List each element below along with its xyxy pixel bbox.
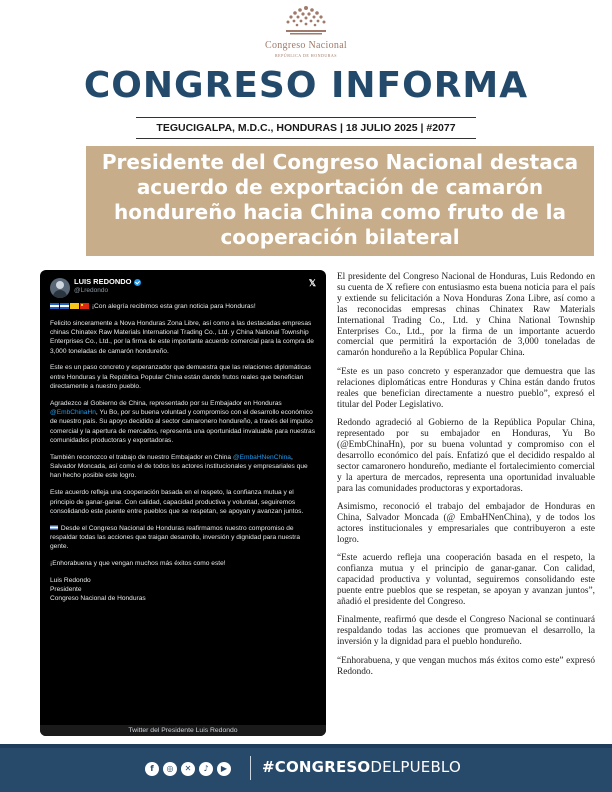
tweet-handle: @Lredondo	[74, 287, 109, 294]
tweet-paragraph: ¡Con alegría recibimos esta gran noticia para Honduras!	[50, 302, 318, 311]
article-paragraph: “Este es un paso concreto y esperanzador que demuestra que las relaciones diplomáticas entre Honduras y China están dando frutos reales que benefician directamente a nuestro pueblo”, expresó el titular del Poder Legislativo.	[337, 366, 595, 410]
honduras-flag-icon	[50, 525, 58, 530]
tweet-paragraph: Agradezco al Gobierno de China, representado por su Embajador en Honduras @EmbChinaHn, Yu Bo, por su buena voluntad y compromiso con el desarrollo económico de nuestro país. Su apoyo decidido al sector camaronero hondureño, a través del impulso comercial y la apertura de mercados, representa una oportunidad invaluable para nuestras comunidades productoras y exportadoras.	[50, 399, 316, 445]
tweet-signature: Luis Redondo	[50, 576, 91, 584]
handshake-icon	[70, 303, 79, 309]
mention-link[interactable]: @EmbChinaHn	[50, 409, 96, 417]
honduras-flag-icon	[60, 303, 69, 309]
divider	[136, 117, 476, 118]
hashtag: #CONGRESODELPUEBLO	[262, 758, 461, 776]
congress-logo	[0, 0, 612, 62]
footer	[0, 744, 612, 792]
article-paragraph: Finalmente, reafirmó que desde el Congreso Nacional se continuará respaldando todas las acciones que promuevan el desarrollo, la inversión y la dignidad para el pueblo hondureño.	[337, 615, 595, 648]
tweet-caption: Twitter del Presidente Luis Redondo	[40, 725, 326, 736]
tweet-paragraph: Felicito sinceramente a Nova Honduras Zona Libre, así como a las destacadas empresas chinas Chinatex Raw Materials International Trading Co., Ltd. y China National Township Enterprises Co., Ltd., por la firma de este importante acuerdo comercial para la compra de 3,000 toneladas de camarón hondureño.	[50, 319, 314, 355]
divider	[136, 138, 476, 139]
footer-divider	[250, 756, 251, 780]
tiktok-icon[interactable]: ♪	[199, 762, 213, 776]
x-icon[interactable]: ✕	[181, 762, 195, 776]
congress-seal-icon	[276, 2, 336, 40]
facebook-icon[interactable]: f	[145, 762, 159, 776]
article-paragraph: El presidente del Congreso Nacional de Honduras, Luis Redondo en su cuenta de X refiere con entusiasmo esta buena noticia para el país y extiende su felicitación a Nova Honduras Zona Libre, así como a las reconocidas empresas chinas Chinatex Raw Materials International Trading Co., Ltd. y China National Township Enterprises Co., Ltd., por la firma de un importante acuerdo comercial que permitirá la exportación de 3,000 toneladas de camarón hondureño a la República Popular China.	[337, 272, 595, 359]
tweet-paragraph: Este es un paso concreto y esperanzador que demuestra que las relaciones diplomáticas entre Honduras y la República Popular China están dando frutos reales que benefician directamente a nuestro pueblo.	[50, 364, 311, 391]
logo-subtitle: REPÚBLICA DE HONDURAS	[274, 53, 338, 58]
article-paragraph: Asimismo, reconoció el trabajo del embajador de Honduras en China, Salvador Moncada (@ EmbaHNenChina), y de todos los actores institucionales y empresariales que contribuyeron a este logro.	[337, 502, 595, 545]
headline: Presidente del Congreso Nacional destaca acuerdo de exportación de camarón hondureño hacia China como fruto de la cooperación bilateral	[101, 150, 579, 249]
china-flag-icon	[80, 303, 89, 309]
mention-link[interactable]: @EmbaHNenChina	[232, 453, 291, 461]
article-paragraph: “Este acuerdo refleja una cooperación basada en el respeto, la confianza mutua y el principio de ganar-ganar. Con calidad, capacidad productiva y voluntad, seguiremos consolidando este puente entre pueblos que se respetan, se apoyan y avanzan juntos”, añadió el presidente del Congreso.	[337, 553, 595, 607]
youtube-icon[interactable]: ▶	[217, 762, 231, 776]
tweet-paragraph: ¡Enhorabuena y que vengan muchos más éxitos como este!	[50, 560, 226, 568]
tweet-card	[40, 270, 326, 736]
article-paragraph: Redondo agradeció al Gobierno de la República Popular China, representado por su embajador en Honduras, Yu Bo (@EmbChinaHn), por su buena voluntad y compromiso con el desarrollo económico del país. Enfatizó que el decidido respaldo al sector camaronero hondureño, mediante el fortalecimiento comercial y la apertura de mercados, representa una oportunidad invaluable para las comunidades productoras y exportadoras.	[337, 418, 595, 494]
article-body	[337, 272, 595, 685]
tweet-paragraph: Este acuerdo refleja una cooperación basada en el respeto, la confianza mutua y el principio de ganar-ganar. Con calidad, capacidad productiva y voluntad, seguiremos consolidando este puente entre pueblos que se respetan, se apoyan y avanzan juntos.	[50, 489, 304, 515]
verified-badge-icon	[134, 279, 141, 286]
x-logo-icon: 𝕏	[308, 278, 316, 288]
masthead-title: CONGRESO INFORMA	[83, 65, 529, 106]
instagram-icon[interactable]: ◎	[163, 762, 177, 776]
tweet-signature: Presidente	[50, 586, 82, 594]
avatar	[50, 278, 70, 298]
logo-name: Congreso Nacional	[264, 40, 348, 51]
honduras-flag-icon	[50, 303, 59, 309]
dateline: TEGUCIGALPA, M.D.C., HONDURAS | 18 JULIO 2025 | #2077	[156, 122, 456, 134]
tweet-body	[50, 302, 318, 604]
article-paragraph: “Enhorabuena, y que vengan muchos más éxitos como este” expresó Redondo.	[337, 655, 595, 677]
tweet-paragraph: Desde el Congreso Nacional de Honduras reafirmamos nuestro compromiso de respaldar todas las acciones que traigan desarrollo, inversión y dignidad para nuestra gente.	[50, 524, 300, 551]
tweet-author: LUIS REDONDO	[74, 277, 141, 286]
tweet-paragraph: También reconozco el trabajo de nuestro Embajador en China @EmbaHNenChina, Salvador Moncada, así como el de todos los actores institucionales y empresariales que han hecho posible este logro.	[50, 453, 308, 480]
tweet-signature: Congreso Nacional de Honduras	[50, 595, 146, 603]
